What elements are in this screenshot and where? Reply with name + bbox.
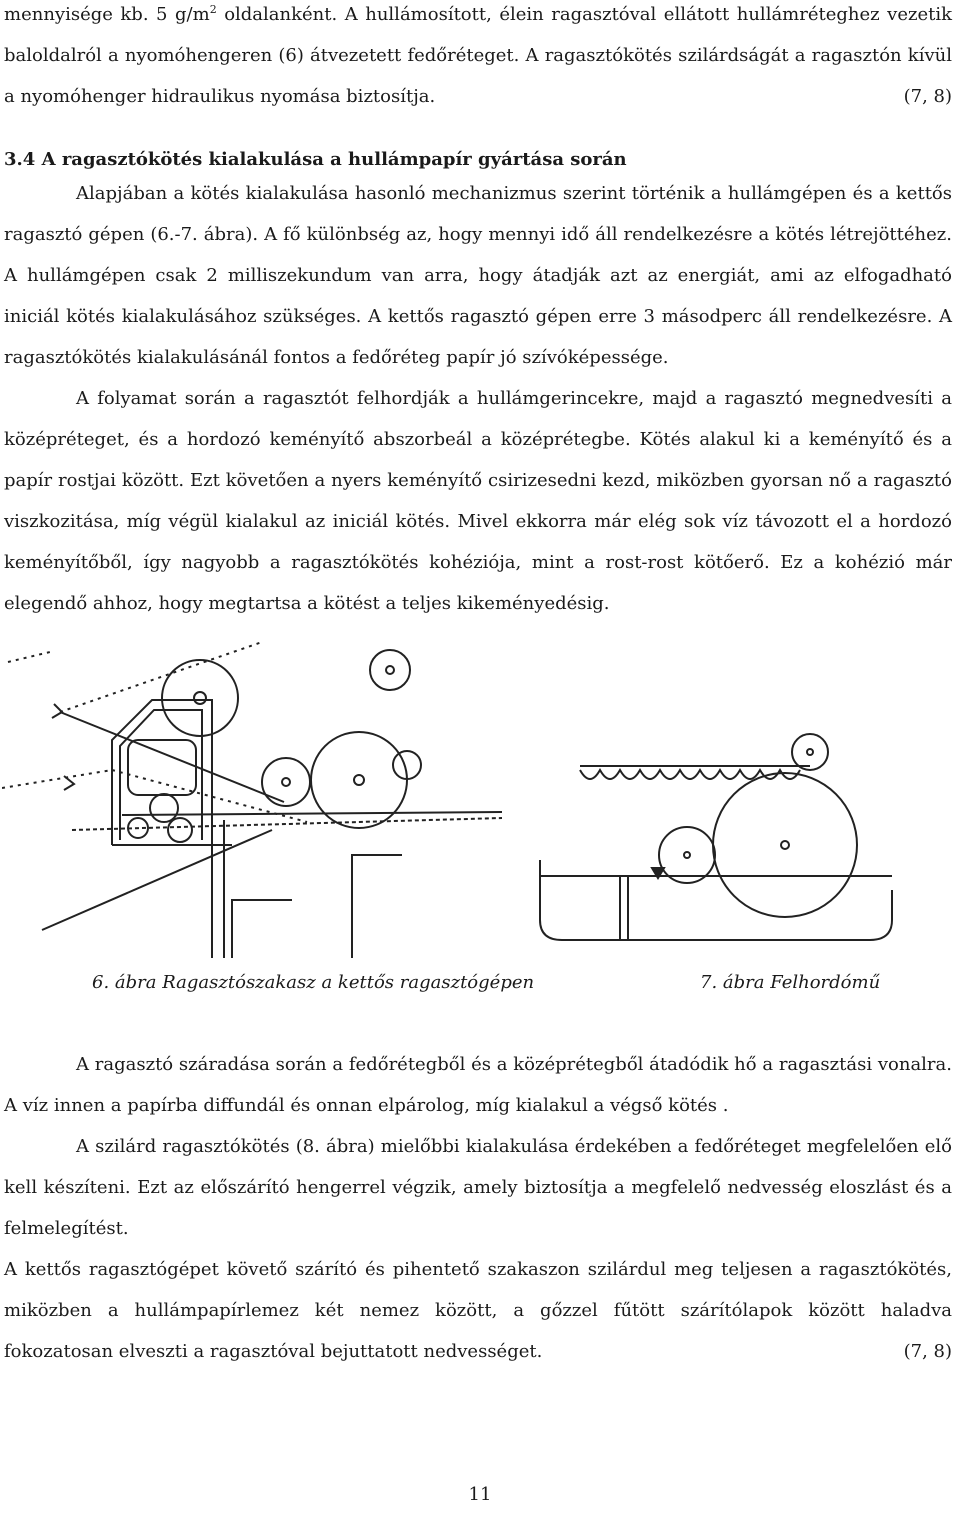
roller-axle	[807, 749, 813, 755]
roller-axle	[194, 692, 206, 704]
roller-axle	[354, 775, 364, 785]
roller-axle	[781, 841, 789, 849]
figure-6-diagram	[2, 640, 502, 958]
top-paragraph-text-b: oldalanként. A hullámosított, élein ragasztóval ellátott hullámréteghez vezetik baloldalról a nyomóhengeren (6) átvezetett fedőréteget. A ragasztókötés szilárdságát a ragasztón kívül a nyomóhenger hidraulikus nyomása biztosítja.	[4, 4, 952, 107]
incoming-web-line	[8, 652, 50, 662]
superscript: 2	[209, 3, 217, 16]
top-roller	[370, 650, 410, 690]
dosing-roller	[659, 827, 715, 883]
small-roller	[168, 818, 192, 842]
page-number: 11	[468, 1484, 492, 1505]
section-paragraph-2: A folyamat során a ragasztót felhordják a hullámgerincekre, majd a ragasztó megnedvesíti a középréteget, és a hordozó keményítő abszorbeál a középrétegbe. Kötés alakul ki a keményítő és a papír rostjai között. Ezt követően a nyers keményítő csirizesedni kezd, miközben gyorsan nő a ragasztó viszkozitása, míg végül kialakul az iniciál kötés. Mivel ekkorra már elég sok víz távozott el a hordozó keményítőből, így nagyobb a ragasztókötés kohéziója, mint a rost-rost kötőerő. Ez a kohézió már elegendő ahhoz, hogy megtartsa a kötést a teljes kikeményedésig.	[4, 388, 952, 614]
bottom-paragraph-3-text: A kettős ragasztógépet követő szárító és pihentető szakaszon szilárdul meg teljesen a ragasztókötés, miközben a hullámpapírlemez két nemez között, a gőzzel fűtött szárítólapok között haladva fokozatosan elveszti a ragasztóval bejuttatott nedvességet.	[4, 1259, 952, 1362]
frame-window	[128, 740, 196, 795]
bottom-paragraph-1: A ragasztó száradása során a fedőrétegből és a középrétegből átadódik hő a ragasztási vonalra. A víz innen a papírba diffundál és onnan elpárolog, míg kialakul a végső kötés .	[4, 1054, 952, 1116]
figure-7-diagram	[510, 700, 910, 958]
roller-axle	[386, 666, 394, 674]
small-roller	[150, 794, 178, 822]
frame-foot	[232, 900, 292, 958]
section-paragraph-1: Alapjában a kötés kialakulása hasonló mechanizmus szerint történik a hullámgépen és a kettős ragasztó gépen (6.-7. ábra). A fő különbség az, hogy mennyi idő áll rendelkezésre a kötés létrejöttéhez. A hullámgépen csak 2 milliszekundum van arra, hogy átadják azt az energiát, ami az elfogadható iniciál kötés kialakulásához szükséges. A kettős ragasztó gépen erre 3 másodperc áll rendelkezésre. A ragasztókötés kialakulásánál fontos a fedőréteg papír jó szívóképessége.	[4, 183, 952, 368]
section-body	[4, 173, 952, 624]
bottom-body	[4, 1044, 952, 1372]
top-paragraph	[4, 0, 952, 117]
top-roller	[792, 734, 828, 770]
pressure-roller	[162, 660, 238, 736]
figure-6-caption: 6. ábra Ragasztószakasz a kettős ragasztógépen	[92, 972, 535, 993]
section-heading: 3.4 A ragasztókötés kialakulása a hullámpapír gyártása során	[4, 149, 627, 170]
frame-foot	[352, 855, 402, 958]
top-paragraph-text-a: mennyisége kb. 5 g/m	[4, 4, 210, 25]
bottom-paragraph-2: A szilárd ragasztókötés (8. ábra) mielőbbi kialakulása érdekében a fedőréteget megfelelően elő kell készíteni. Ezt az előszárító hengerrel végzik, amely biztosítja a megfelelő nedvesség eloszlást és a felmelegítést.	[4, 1136, 952, 1239]
bottom-paragraph-3	[4, 1249, 952, 1372]
applicator-roller	[713, 773, 857, 917]
bottom-reference: (7, 8)	[903, 1341, 952, 1362]
arrow-head	[52, 704, 62, 718]
arrow-head	[64, 776, 74, 790]
top-reference: (7, 8)	[903, 86, 952, 107]
glue-tray	[540, 860, 892, 940]
web-line	[60, 712, 284, 802]
figure-7-caption: 7. ábra Felhordómű	[700, 972, 881, 993]
roller-axle	[684, 852, 690, 858]
glue-roller	[262, 758, 310, 806]
web-line	[72, 818, 502, 830]
incoming-web-line	[2, 770, 112, 788]
web-line	[122, 812, 502, 815]
roller-axle	[282, 778, 290, 786]
